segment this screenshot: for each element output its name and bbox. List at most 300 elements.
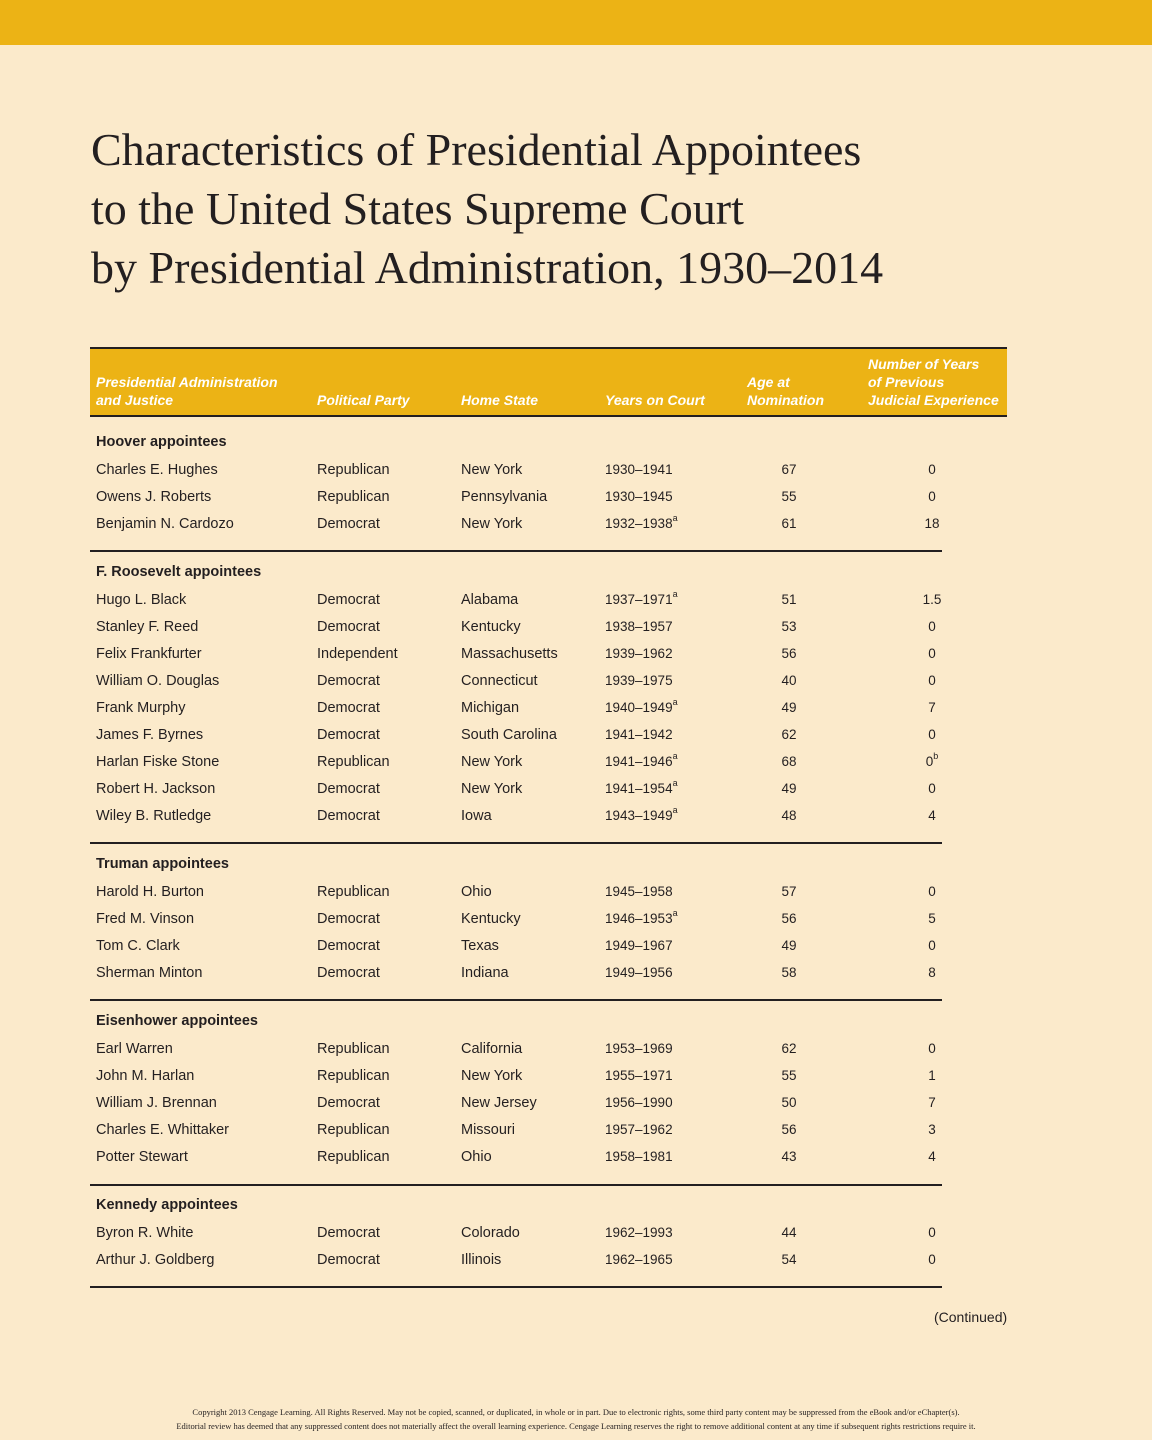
judicial-experience bbox=[912, 591, 952, 609]
judicial-experience-value: 7 bbox=[928, 700, 936, 715]
political-party-value: Republican bbox=[317, 884, 390, 900]
age-at-nomination-value: 49 bbox=[781, 938, 797, 953]
justice-name bbox=[96, 1251, 214, 1269]
political-party bbox=[317, 910, 380, 928]
political-party-value: Democrat bbox=[317, 516, 380, 532]
table-row bbox=[0, 461, 1152, 481]
years-on-court bbox=[605, 696, 678, 717]
years-on-court-value: 1958–1981 bbox=[605, 1149, 673, 1164]
political-party-value: Republican bbox=[317, 462, 390, 478]
political-party-value: Democrat bbox=[317, 911, 380, 927]
age-at-nomination bbox=[770, 461, 808, 479]
page-title bbox=[91, 120, 1091, 297]
home-state bbox=[461, 618, 521, 636]
years-on-court-value: 1949–1956 bbox=[605, 965, 673, 980]
judicial-experience-value: 18 bbox=[924, 516, 940, 531]
home-state-value: California bbox=[461, 1041, 523, 1057]
table-row bbox=[0, 512, 1152, 535]
table-row bbox=[0, 937, 1152, 957]
judicial-experience-value: 8 bbox=[928, 965, 936, 980]
table-row bbox=[0, 1040, 1152, 1060]
justice-name bbox=[96, 1224, 194, 1242]
age-at-nomination bbox=[770, 488, 808, 506]
years-on-court bbox=[605, 1094, 673, 1112]
justice-name bbox=[96, 461, 218, 479]
top-accent-bar bbox=[0, 0, 1152, 45]
age-at-nomination bbox=[770, 1148, 808, 1166]
political-party-value: Democrat bbox=[317, 727, 380, 743]
judicial-experience bbox=[912, 1224, 952, 1242]
age-at-nomination-value: 40 bbox=[781, 673, 797, 688]
justice-name-value: John M. Harlan bbox=[96, 1068, 195, 1084]
home-state bbox=[461, 883, 492, 901]
home-state-value: Iowa bbox=[461, 808, 492, 824]
political-party-value: Democrat bbox=[317, 1095, 380, 1111]
judicial-experience bbox=[912, 937, 952, 955]
years-on-court-value: 1941–1942 bbox=[605, 727, 673, 742]
table-row bbox=[0, 1094, 1152, 1114]
group-title: Eisenhower appointees bbox=[96, 1013, 258, 1029]
years-on-court-value: 1957–1962 bbox=[605, 1122, 673, 1137]
table-row bbox=[0, 1121, 1152, 1141]
age-at-nomination bbox=[770, 618, 808, 636]
judicial-experience-value: 4 bbox=[928, 808, 936, 823]
judicial-experience bbox=[912, 672, 952, 690]
years-on-court bbox=[605, 588, 678, 609]
years-on-court-value: 1949–1967 bbox=[605, 938, 673, 953]
age-at-nomination bbox=[770, 699, 808, 717]
judicial-experience bbox=[912, 1148, 952, 1166]
justice-name bbox=[96, 591, 186, 609]
age-at-nomination bbox=[770, 1067, 808, 1085]
home-state bbox=[461, 1148, 492, 1166]
judicial-experience bbox=[912, 726, 952, 744]
group-title: Hoover appointees bbox=[96, 434, 227, 450]
age-at-nomination bbox=[770, 910, 808, 928]
years-on-court bbox=[605, 618, 673, 636]
home-state-value: Colorado bbox=[461, 1225, 520, 1241]
home-state bbox=[461, 780, 522, 798]
years-on-court bbox=[605, 804, 678, 825]
justice-name-value: Arthur J. Goldberg bbox=[96, 1252, 215, 1268]
home-state-value: Missouri bbox=[461, 1122, 515, 1138]
justice-name-value: Charles E. Hughes bbox=[96, 462, 218, 478]
justice-name-value: Hugo L. Black bbox=[96, 592, 187, 608]
political-party bbox=[317, 1121, 390, 1139]
home-state-value: Connecticut bbox=[461, 673, 538, 689]
table-row bbox=[0, 726, 1152, 746]
justice-name-value: Benjamin N. Cardozo bbox=[96, 516, 234, 532]
home-state bbox=[461, 1224, 520, 1242]
home-state-value: New York bbox=[461, 781, 523, 797]
table-row bbox=[0, 672, 1152, 692]
political-party-value: Democrat bbox=[317, 619, 380, 635]
years-on-court-value: 1953–1969 bbox=[605, 1041, 673, 1056]
table-row bbox=[0, 907, 1152, 930]
years-on-court bbox=[605, 645, 673, 663]
group-divider bbox=[90, 1184, 942, 1186]
judicial-experience bbox=[912, 515, 952, 533]
home-state bbox=[461, 461, 522, 479]
judicial-experience bbox=[912, 699, 952, 717]
justice-name-value: William O. Douglas bbox=[96, 673, 220, 689]
age-at-nomination bbox=[770, 1040, 808, 1058]
table-row bbox=[0, 488, 1152, 508]
political-party bbox=[317, 591, 380, 609]
age-at-nomination-value: 49 bbox=[781, 700, 797, 715]
column-header-justice: Presidential Administration and Justice bbox=[96, 374, 278, 408]
political-party bbox=[317, 726, 380, 744]
justice-name bbox=[96, 645, 202, 663]
justice-name-value: Charles E. Whittaker bbox=[96, 1122, 229, 1138]
home-state bbox=[461, 964, 509, 982]
age-at-nomination-value: 56 bbox=[781, 646, 797, 661]
justice-name bbox=[96, 618, 198, 636]
home-state bbox=[461, 726, 557, 744]
justice-name-value: Robert H. Jackson bbox=[96, 781, 216, 797]
age-at-nomination-value: 56 bbox=[781, 1122, 797, 1137]
copyright-notice bbox=[0, 1405, 1152, 1433]
years-on-court-value: 1932–1938 bbox=[605, 516, 673, 531]
justice-name bbox=[96, 753, 219, 771]
home-state-value: Alabama bbox=[461, 592, 519, 608]
political-party bbox=[317, 461, 390, 479]
justice-name bbox=[96, 1040, 173, 1058]
political-party bbox=[317, 1094, 380, 1112]
home-state-value: Ohio bbox=[461, 884, 492, 900]
judicial-experience bbox=[912, 1094, 952, 1112]
years-on-court bbox=[605, 1148, 673, 1166]
group-divider bbox=[90, 999, 942, 1001]
age-at-nomination-value: 44 bbox=[781, 1225, 797, 1240]
home-state bbox=[461, 645, 558, 663]
judicial-experience-value: 0 bbox=[928, 489, 936, 504]
home-state-value: New York bbox=[461, 462, 523, 478]
age-at-nomination bbox=[770, 591, 808, 609]
home-state bbox=[461, 699, 519, 717]
judicial-experience-value: 0 bbox=[928, 619, 936, 634]
political-party-value: Democrat bbox=[317, 781, 380, 797]
years-on-court bbox=[605, 750, 678, 771]
age-at-nomination bbox=[770, 964, 808, 982]
years-on-court-value: 1962–1965 bbox=[605, 1252, 673, 1267]
years-on-court bbox=[605, 512, 678, 533]
home-state-value: Kentucky bbox=[461, 619, 521, 635]
home-state-value: Michigan bbox=[461, 700, 520, 716]
footnote-marker: a bbox=[672, 696, 678, 707]
age-at-nomination-value: 48 bbox=[781, 808, 797, 823]
years-on-court bbox=[605, 1040, 673, 1058]
copyright-line-2: Editorial review has deemed that any suppressed content does not materially affect the overall learning experience. Cengage Learning reserves the right to remove additional content at any time if subsequent rights restrictions require it. bbox=[176, 1421, 976, 1431]
justice-name-value: Fred M. Vinson bbox=[96, 911, 195, 927]
age-at-nomination bbox=[770, 807, 808, 825]
political-party bbox=[317, 488, 390, 506]
justice-name bbox=[96, 699, 185, 717]
judicial-experience bbox=[912, 1040, 952, 1058]
judicial-experience bbox=[912, 618, 952, 636]
judicial-experience-value: 1.5 bbox=[922, 592, 942, 607]
column-header-state: Home State bbox=[461, 392, 539, 408]
justice-name bbox=[96, 964, 202, 982]
age-at-nomination bbox=[770, 1251, 808, 1269]
home-state bbox=[461, 1121, 515, 1139]
home-state bbox=[461, 910, 521, 928]
years-on-court-value: 1945–1958 bbox=[605, 884, 673, 899]
age-at-nomination bbox=[770, 1121, 808, 1139]
judicial-experience-value: 5 bbox=[928, 911, 936, 926]
judicial-experience-value: 0 bbox=[928, 938, 936, 953]
home-state-value: Massachusetts bbox=[461, 646, 558, 662]
justice-name-value: Earl Warren bbox=[96, 1041, 173, 1057]
judicial-experience-value: 0 bbox=[928, 462, 936, 477]
judicial-experience bbox=[912, 645, 952, 663]
political-party-value: Democrat bbox=[317, 592, 380, 608]
table-row bbox=[0, 696, 1152, 719]
age-at-nomination-value: 61 bbox=[781, 516, 797, 531]
years-on-court-value: 1943–1949 bbox=[605, 808, 673, 823]
home-state-value: Texas bbox=[461, 938, 499, 954]
judicial-experience bbox=[912, 488, 952, 506]
political-party-value: Democrat bbox=[317, 965, 380, 981]
justice-name bbox=[96, 910, 194, 928]
judicial-experience bbox=[912, 750, 952, 771]
political-party-value: Republican bbox=[317, 1122, 390, 1138]
copyright-line-1: Copyright 2013 Cengage Learning. All Rights Reserved. May not be copied, scanned, or duplicated, in whole or in part. Due to electronic rights, some third party content may be suppressed from the eBook and/or eChapter(s). bbox=[192, 1407, 960, 1417]
years-on-court-value: 1941–1946 bbox=[605, 754, 673, 769]
home-state-value: Indiana bbox=[461, 965, 509, 981]
years-on-court bbox=[605, 964, 673, 982]
political-party bbox=[317, 807, 380, 825]
political-party bbox=[317, 1224, 380, 1242]
years-on-court-value: 1939–1962 bbox=[605, 646, 673, 661]
age-at-nomination-value: 54 bbox=[781, 1252, 797, 1267]
judicial-experience-value: 0 bbox=[928, 646, 936, 661]
political-party-value: Democrat bbox=[317, 1225, 380, 1241]
judicial-experience-value: 0 bbox=[928, 1041, 936, 1056]
judicial-experience-value: 0 bbox=[928, 884, 936, 899]
years-on-court-value: 1956–1990 bbox=[605, 1095, 673, 1110]
home-state bbox=[461, 1040, 522, 1058]
justice-name bbox=[96, 883, 204, 901]
age-at-nomination bbox=[770, 1094, 808, 1112]
home-state bbox=[461, 1251, 501, 1269]
home-state-value: New York bbox=[461, 1068, 523, 1084]
justice-name-value: Byron R. White bbox=[96, 1225, 194, 1241]
home-state-value: New York bbox=[461, 516, 523, 532]
years-on-court bbox=[605, 726, 673, 744]
justice-name bbox=[96, 726, 203, 744]
home-state bbox=[461, 1067, 522, 1085]
column-header-age: Age at Nomination bbox=[747, 374, 824, 408]
footnote-marker: a bbox=[672, 907, 678, 918]
group-divider bbox=[90, 550, 942, 552]
political-party bbox=[317, 672, 380, 690]
age-at-nomination bbox=[770, 645, 808, 663]
group-divider bbox=[90, 1286, 942, 1288]
age-at-nomination-value: 51 bbox=[781, 592, 797, 607]
judicial-experience-value: 0 bbox=[928, 781, 936, 796]
years-on-court bbox=[605, 1121, 673, 1139]
footnote-marker: a bbox=[672, 804, 678, 815]
home-state-value: New York bbox=[461, 754, 523, 770]
home-state-value: Kentucky bbox=[461, 911, 521, 927]
column-header-years: Years on Court bbox=[605, 392, 705, 408]
political-party-value: Democrat bbox=[317, 938, 380, 954]
years-on-court-value: 1938–1957 bbox=[605, 619, 673, 634]
title-line-3: by Presidential Administration, 1930–2014 bbox=[91, 242, 884, 293]
home-state bbox=[461, 488, 547, 506]
justice-name bbox=[96, 937, 180, 955]
group-divider bbox=[90, 842, 942, 844]
justice-name bbox=[96, 488, 211, 506]
judicial-experience-value: 1 bbox=[928, 1068, 936, 1083]
political-party-value: Independent bbox=[317, 646, 398, 662]
justice-name bbox=[96, 807, 211, 825]
judicial-experience bbox=[912, 461, 952, 479]
years-on-court bbox=[605, 937, 673, 955]
judicial-experience bbox=[912, 1251, 952, 1269]
footnote-marker: a bbox=[672, 750, 678, 761]
home-state-value: Pennsylvania bbox=[461, 489, 548, 505]
judicial-experience-value: 0 bbox=[928, 1225, 936, 1240]
age-at-nomination bbox=[770, 515, 808, 533]
justice-name-value: Owens J. Roberts bbox=[96, 489, 212, 505]
age-at-nomination bbox=[770, 672, 808, 690]
age-at-nomination bbox=[770, 753, 808, 771]
home-state bbox=[461, 1094, 537, 1112]
years-on-court bbox=[605, 907, 678, 928]
political-party bbox=[317, 883, 390, 901]
home-state-value: Ohio bbox=[461, 1149, 492, 1165]
years-on-court-value: 1962–1993 bbox=[605, 1225, 673, 1240]
justice-name-value: Stanley F. Reed bbox=[96, 619, 199, 635]
table-row bbox=[0, 1251, 1152, 1271]
table-row bbox=[0, 588, 1152, 611]
footnote-marker: a bbox=[672, 777, 678, 788]
justice-name-value: William J. Brennan bbox=[96, 1095, 217, 1111]
justice-name bbox=[96, 1094, 217, 1112]
years-on-court bbox=[605, 672, 673, 690]
political-party-value: Republican bbox=[317, 489, 390, 505]
justice-name bbox=[96, 1148, 188, 1166]
judicial-experience-value: 0 bbox=[928, 673, 936, 688]
political-party-value: Democrat bbox=[317, 700, 380, 716]
years-on-court bbox=[605, 1067, 673, 1085]
group-title: F. Roosevelt appointees bbox=[96, 564, 262, 580]
age-at-nomination-value: 55 bbox=[781, 489, 797, 504]
political-party bbox=[317, 1040, 390, 1058]
political-party bbox=[317, 515, 380, 533]
judicial-experience-value: 4 bbox=[928, 1149, 936, 1164]
judicial-experience-value: 0 bbox=[928, 1252, 936, 1267]
age-at-nomination bbox=[770, 937, 808, 955]
home-state bbox=[461, 515, 522, 533]
footnote-marker: a bbox=[672, 512, 678, 523]
justice-name bbox=[96, 1067, 194, 1085]
table-row bbox=[0, 1224, 1152, 1244]
judicial-experience bbox=[912, 964, 952, 982]
home-state bbox=[461, 807, 492, 825]
years-on-court bbox=[605, 1224, 673, 1242]
justice-name-value: Wiley B. Rutledge bbox=[96, 808, 212, 824]
age-at-nomination-value: 58 bbox=[781, 965, 797, 980]
political-party bbox=[317, 645, 398, 663]
age-at-nomination bbox=[770, 726, 808, 744]
age-at-nomination-value: 56 bbox=[781, 911, 797, 926]
political-party bbox=[317, 1148, 390, 1166]
home-state bbox=[461, 591, 518, 609]
age-at-nomination bbox=[770, 883, 808, 901]
table-row bbox=[0, 618, 1152, 638]
years-on-court-value: 1946–1953 bbox=[605, 911, 673, 926]
footnote-marker: b bbox=[933, 750, 939, 761]
political-party-value: Democrat bbox=[317, 1252, 380, 1268]
years-on-court bbox=[605, 883, 673, 901]
political-party bbox=[317, 753, 390, 771]
years-on-court-value: 1930–1941 bbox=[605, 462, 673, 477]
years-on-court-value: 1941–1954 bbox=[605, 781, 673, 796]
home-state-value: Illinois bbox=[461, 1252, 502, 1268]
justice-name-value: Harold H. Burton bbox=[96, 884, 204, 900]
political-party-value: Democrat bbox=[317, 673, 380, 689]
continued-note: (Continued) bbox=[934, 1309, 1008, 1325]
age-at-nomination-value: 62 bbox=[781, 727, 797, 742]
age-at-nomination-value: 62 bbox=[781, 1041, 797, 1056]
political-party bbox=[317, 1067, 390, 1085]
judicial-experience bbox=[912, 780, 952, 798]
years-on-court bbox=[605, 461, 673, 479]
column-header-party: Political Party bbox=[317, 392, 410, 408]
political-party bbox=[317, 937, 380, 955]
table-row bbox=[0, 1148, 1152, 1168]
political-party bbox=[317, 964, 380, 982]
justice-name-value: Sherman Minton bbox=[96, 965, 203, 981]
political-party bbox=[317, 699, 380, 717]
justice-name bbox=[96, 1121, 229, 1139]
years-on-court-value: 1930–1945 bbox=[605, 489, 673, 504]
home-state bbox=[461, 753, 522, 771]
political-party-value: Republican bbox=[317, 754, 390, 770]
political-party bbox=[317, 618, 380, 636]
table-row bbox=[0, 1067, 1152, 1087]
justice-name bbox=[96, 515, 234, 533]
judicial-experience bbox=[912, 1121, 952, 1139]
political-party-value: Republican bbox=[317, 1149, 390, 1165]
age-at-nomination bbox=[770, 780, 808, 798]
judicial-experience bbox=[912, 1067, 952, 1085]
table-row bbox=[0, 645, 1152, 665]
table-row bbox=[0, 804, 1152, 827]
age-at-nomination-value: 50 bbox=[781, 1095, 797, 1110]
table-row bbox=[0, 883, 1152, 903]
justice-name-value: James F. Byrnes bbox=[96, 727, 204, 743]
years-on-court-value: 1939–1975 bbox=[605, 673, 673, 688]
political-party bbox=[317, 1251, 380, 1269]
judicial-experience bbox=[912, 807, 952, 825]
title-line-1: Characteristics of Presidential Appointees bbox=[91, 124, 862, 175]
political-party-value: Democrat bbox=[317, 808, 380, 824]
political-party-value: Republican bbox=[317, 1068, 390, 1084]
home-state bbox=[461, 672, 538, 690]
justice-name bbox=[96, 672, 219, 690]
judicial-experience-value: 0 bbox=[925, 754, 934, 769]
age-at-nomination-value: 43 bbox=[781, 1149, 797, 1164]
age-at-nomination-value: 57 bbox=[781, 884, 797, 899]
group-title: Kennedy appointees bbox=[96, 1197, 238, 1213]
justice-name-value: Harlan Fiske Stone bbox=[96, 754, 220, 770]
years-on-court-value: 1940–1949 bbox=[605, 700, 673, 715]
age-at-nomination-value: 68 bbox=[781, 754, 797, 769]
